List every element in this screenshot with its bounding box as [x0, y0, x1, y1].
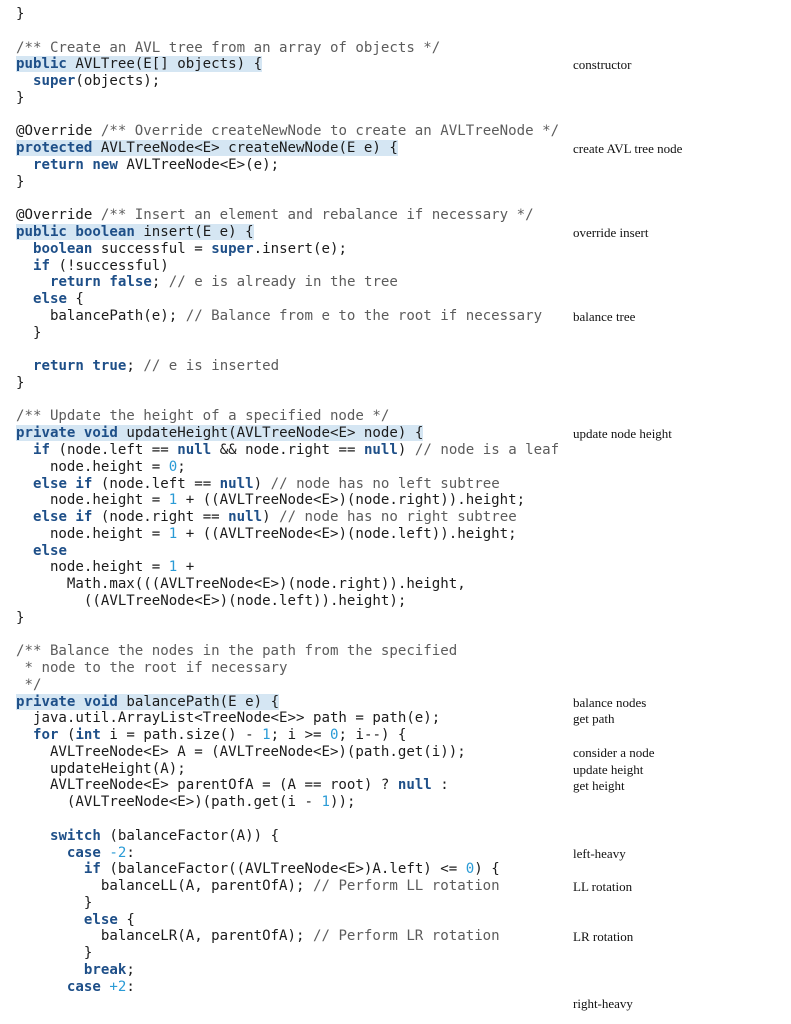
code-line [16, 325, 41, 341]
code-token [16, 727, 33, 743]
code-token [16, 73, 33, 89]
code-token: AVLTreeNode<E>(e); [117, 156, 280, 173]
comment-token: // node is a leaf [414, 442, 560, 459]
keyword-token: else if [32, 475, 93, 492]
keyword-token: private [16, 425, 76, 442]
number-token: 1 [168, 559, 178, 576]
code-token: updateHeight(AVLTreeNode<E> node) { [117, 425, 424, 442]
keyword-token: switch [49, 827, 101, 844]
comment-token: */ [16, 676, 42, 693]
margin-note: consider a node [573, 744, 655, 760]
code-line [16, 777, 449, 793]
code-token [16, 962, 84, 978]
code-token: balanceLL(A, parentOfA); [16, 878, 313, 895]
keyword-token: int [75, 727, 101, 744]
keyword-token: null [397, 777, 432, 794]
number-token: 1 [262, 727, 271, 744]
keyword-token: protected [16, 140, 93, 157]
keyword-token: for [32, 727, 59, 744]
number-token: -2 [109, 844, 127, 861]
code-line [16, 895, 92, 911]
code-token: @Override [16, 123, 101, 140]
comment-token: /** Override createNewNode to create an AVLTreeNode */ [100, 123, 560, 140]
code-token: node.height = [16, 525, 169, 542]
code-line [16, 157, 279, 173]
code-line [16, 123, 559, 139]
comment-token: /** Create an AVL tree from an array of objects */ [16, 39, 441, 56]
code-token [16, 476, 33, 492]
code-token: @Override [16, 207, 101, 224]
code-token [16, 274, 50, 290]
code-token: ( [58, 727, 76, 744]
code-line [16, 794, 355, 810]
code-line [16, 408, 389, 424]
keyword-token: else [32, 542, 67, 559]
comment-token: // e is inserted [143, 358, 280, 375]
keyword-token: true [92, 358, 127, 375]
code-line [16, 224, 254, 240]
keyword-token: public [16, 224, 67, 240]
code-line [16, 90, 25, 106]
code-token: } [16, 324, 42, 341]
code-token: ; [126, 358, 144, 375]
code-line [16, 241, 347, 257]
code-token: && node.right == [211, 442, 364, 459]
number-token: 0 [465, 861, 475, 878]
code-line [16, 828, 279, 844]
margin-note: balance nodes [573, 694, 647, 710]
code-token [16, 861, 84, 877]
code-line [16, 845, 135, 861]
keyword-token: null [219, 475, 254, 492]
code-line [16, 962, 135, 978]
code-token: (!successful) [49, 257, 169, 274]
code-line [16, 442, 559, 458]
code-token [16, 258, 33, 274]
margin-note: constructor [573, 57, 632, 73]
code-token [16, 979, 67, 995]
keyword-token: void [83, 693, 118, 710]
code-line [16, 677, 41, 693]
comment-token: // e is already in the tree [168, 274, 398, 291]
keyword-token: else if [32, 509, 93, 526]
code-token [16, 845, 67, 861]
code-token [16, 509, 33, 525]
margin-note: update height [573, 761, 644, 777]
code-line [16, 73, 160, 89]
margin-note: left-heavy [573, 845, 626, 861]
code-token: } [16, 945, 93, 962]
code-token: ; [151, 274, 169, 291]
margin-note: right-heavy [573, 996, 633, 1012]
number-token: 0 [168, 458, 178, 475]
code-token: } [16, 374, 25, 391]
margin-note: balance tree [573, 308, 636, 324]
code-token: (node.left == [92, 475, 220, 492]
code-line [16, 912, 135, 928]
keyword-token: else [83, 911, 118, 928]
code-token [16, 828, 50, 844]
code-token [16, 157, 33, 173]
code-line [16, 274, 398, 290]
number-token: +2 [109, 978, 127, 995]
code-token: + [177, 559, 195, 576]
code-line [16, 492, 525, 508]
code-token: + ((AVLTreeNode<E>)(node.right)).height; [177, 492, 526, 509]
code-token: AVLTree(E[] objects) { [66, 56, 263, 73]
keyword-token: case [66, 978, 101, 995]
code-token: (node.left == [49, 442, 178, 459]
code-line [16, 291, 84, 307]
keyword-token: void [83, 425, 118, 442]
code-line [16, 543, 67, 559]
margin-note: get path [573, 711, 615, 727]
code-token: balanceLR(A, parentOfA); [16, 928, 313, 945]
code-token: .insert(e); [253, 240, 347, 257]
code-token: updateHeight(A); [16, 760, 186, 777]
code-token: + ((AVLTreeNode<E>)(node.left)).height; [177, 525, 517, 542]
code-token: node.height = [16, 458, 169, 475]
code-token [16, 241, 33, 257]
code-token: : [126, 844, 135, 861]
comment-token: /** Update the height of a specified node */ [16, 408, 390, 425]
code-token: i = path.size() - [100, 727, 263, 744]
number-token: 1 [321, 794, 330, 811]
comment-token: // Perform LL rotation [312, 878, 500, 895]
keyword-token: else [32, 291, 67, 308]
code-line [16, 593, 406, 609]
keyword-token: false [109, 274, 152, 291]
code-line [16, 425, 423, 441]
keyword-token: break [83, 961, 127, 978]
code-token: ) [262, 509, 280, 526]
keyword-token: if [83, 861, 101, 878]
code-line [16, 526, 517, 542]
code-token [16, 442, 33, 458]
code-token: ) [253, 475, 271, 492]
code-token: successful = [92, 240, 212, 257]
code-line [16, 727, 406, 743]
code-token: : [431, 777, 449, 794]
code-token: (objects); [75, 73, 161, 90]
keyword-token: public [16, 56, 67, 73]
code-line [16, 375, 25, 391]
keyword-token: private [16, 693, 76, 710]
code-token: } [16, 894, 93, 911]
code-line [16, 258, 169, 274]
keyword-token: return [32, 358, 84, 375]
code-line [16, 761, 186, 777]
number-token: 1 [168, 492, 178, 509]
code-line [16, 979, 135, 995]
code-token: (AVLTreeNode<E>)(path.get(i - [16, 794, 322, 811]
code-token: balancePath(e); [16, 307, 186, 324]
code-token [75, 694, 84, 710]
keyword-token: null [228, 509, 263, 526]
code-token: )); [329, 794, 356, 811]
code-line [16, 6, 25, 22]
keyword-token: case [66, 844, 101, 861]
keyword-token: boolean [75, 224, 135, 240]
keyword-token: return [32, 156, 84, 173]
keyword-token: new [92, 156, 118, 173]
comment-token: // Balance from e to the root if necessary [185, 307, 543, 324]
code-token: ) { [474, 861, 500, 878]
code-token: AVLTreeNode<E> createNewNode(E e) { [92, 140, 398, 157]
code-line [16, 694, 279, 710]
keyword-token: boolean [32, 240, 93, 257]
code-line [16, 610, 25, 626]
code-token: node.height = [16, 559, 169, 576]
code-token: ) [397, 442, 415, 459]
code-token: insert(E e) { [134, 224, 254, 240]
code-line [16, 878, 500, 894]
code-token: { [66, 291, 84, 308]
code-line [16, 928, 500, 944]
keyword-token: super [211, 240, 254, 257]
code-token [16, 358, 33, 374]
code-token: node.height = [16, 492, 169, 509]
code-token [16, 912, 84, 928]
comment-token: // Perform LR rotation [312, 928, 500, 945]
code-line [16, 174, 25, 190]
margin-note: create AVL tree node [573, 141, 683, 157]
code-token: (balanceFactor((AVLTreeNode<E>)A.left) <= [100, 861, 466, 878]
code-line [16, 56, 262, 72]
code-token: ; i--) { [338, 727, 407, 744]
code-token [75, 425, 84, 441]
code-line [16, 744, 466, 760]
margin-note: LL rotation [573, 879, 633, 895]
margin-note: update node height [573, 426, 672, 442]
code-token: (balanceFactor(A)) { [100, 827, 280, 844]
code-line [16, 358, 279, 374]
code-token: { [117, 911, 135, 928]
code-line [16, 207, 534, 223]
comment-token: /** Insert an element and rebalance if necessary */ [100, 207, 534, 224]
code-line [16, 459, 186, 475]
code-token: Math.max(((AVLTreeNode<E>)(node.right)).height, [16, 576, 466, 593]
keyword-token: null [363, 442, 398, 459]
code-token: ; [126, 961, 135, 978]
keyword-token: if [32, 442, 50, 459]
code-line [16, 710, 440, 726]
code-token [16, 543, 33, 559]
code-line [16, 140, 398, 156]
code-token: ; i >= [270, 727, 331, 744]
code-token: java.util.ArrayList<TreeNode<E>> path = path(e); [16, 710, 441, 727]
code-line [16, 509, 517, 525]
number-token: 1 [168, 525, 178, 542]
code-token: balancePath(E e) { [117, 693, 280, 710]
number-token: 0 [330, 727, 339, 744]
keyword-token: null [177, 442, 212, 459]
code-token: AVLTreeNode<E> A = (AVLTreeNode<E>)(path.get(i)); [16, 743, 466, 760]
code-token: AVLTreeNode<E> parentOfA = (A == root) ? [16, 777, 398, 794]
comment-token: // node has no left subtree [270, 475, 500, 492]
code-token: } [16, 89, 25, 106]
keyword-token: return [49, 274, 101, 291]
code-line [16, 576, 466, 592]
margin-note: LR rotation [573, 929, 634, 945]
code-line [16, 660, 288, 676]
code-line [16, 945, 92, 961]
code-token: } [16, 609, 25, 626]
code-line [16, 476, 500, 492]
comment-token: // node has no right subtree [279, 509, 517, 526]
code-line [16, 559, 194, 575]
keyword-token: super [32, 73, 76, 90]
code-token: : [126, 978, 135, 995]
code-line [16, 40, 440, 56]
code-token: (node.right == [92, 509, 229, 526]
code-token: ((AVLTreeNode<E>)(node.left)).height); [16, 592, 407, 609]
code-token: ; [177, 458, 186, 475]
code-line [16, 861, 500, 877]
comment-token: /** Balance the nodes in the path from the specified [16, 643, 458, 660]
code-token: } [16, 173, 25, 190]
code-line [16, 643, 457, 659]
code-line [16, 308, 542, 324]
margin-note: override insert [573, 225, 649, 240]
code-token: } [16, 6, 25, 22]
code-token [16, 291, 33, 307]
comment-token: * node to the root if necessary [16, 660, 288, 677]
margin-note: get height [573, 778, 625, 794]
keyword-token: if [32, 257, 50, 274]
